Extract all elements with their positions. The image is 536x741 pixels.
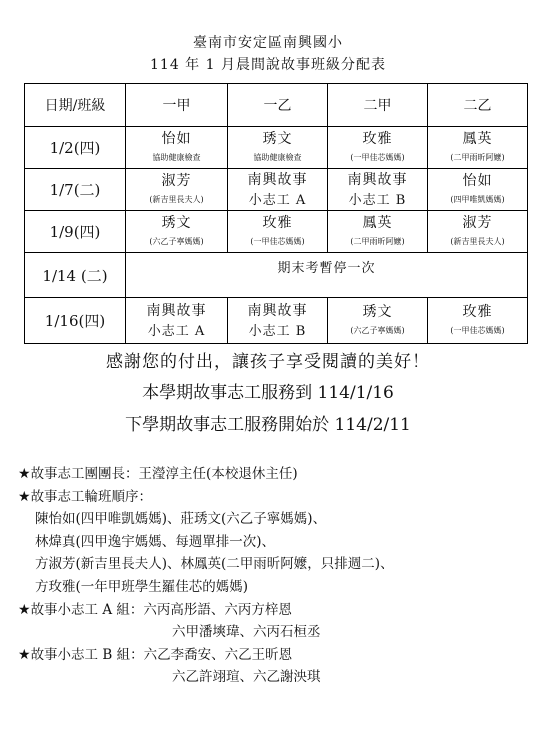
volunteer-note: (二甲雨昕阿嬤) bbox=[350, 237, 405, 246]
header-date-class: 日期/班級 bbox=[25, 84, 126, 127]
volunteer-group: 小志工 A bbox=[147, 323, 206, 339]
volunteer-name: 南興故事 bbox=[347, 171, 408, 188]
volunteer-name: 怡如 bbox=[161, 131, 192, 147]
leader-line bbox=[18, 463, 528, 486]
volunteer-name: 玫雅 bbox=[262, 215, 293, 231]
volunteer-note: (六乙子寧媽媽) bbox=[350, 326, 405, 335]
schedule-cell bbox=[328, 211, 428, 253]
volunteer-note: (四甲唯凱媽媽) bbox=[450, 195, 505, 204]
volunteer-name: 鳳英 bbox=[362, 215, 393, 231]
schedule-cell bbox=[428, 169, 528, 211]
thanks-message: 感謝您的付出，讓孩子享受閱讀的美好！ bbox=[106, 352, 430, 372]
row-date: 1/14 (二) bbox=[25, 253, 126, 298]
group-a-label: 故事小志工 A 組： bbox=[30, 601, 144, 618]
star-icon: ★ bbox=[18, 646, 31, 663]
volunteer-note: (一甲佳芯媽媽) bbox=[450, 326, 505, 335]
table-row bbox=[25, 127, 528, 169]
table-row bbox=[25, 298, 528, 344]
schedule-subtitle: 114 年 1 月晨間說故事班級分配表 bbox=[150, 57, 386, 73]
table-row bbox=[25, 169, 528, 211]
volunteer-name: 鳳英 bbox=[462, 131, 493, 147]
schedule-cell bbox=[228, 127, 328, 169]
schedule-cell bbox=[428, 127, 528, 169]
order-title: 故事志工輪班順序： bbox=[30, 488, 153, 505]
volunteer-note: 協助健康檢查 bbox=[253, 153, 302, 162]
table-row bbox=[25, 211, 528, 253]
schedule-cell bbox=[328, 298, 428, 344]
volunteer-note: (新吉里長夫人) bbox=[149, 195, 204, 204]
volunteer-name: 南興故事 bbox=[146, 302, 207, 319]
row-date: 1/7(二) bbox=[25, 169, 126, 211]
volunteer-note: (一甲佳芯媽媽) bbox=[250, 237, 305, 246]
volunteer-note: (六乙子寧媽媽) bbox=[149, 237, 204, 246]
volunteer-name: 玫雅 bbox=[362, 131, 393, 147]
schedule-cell bbox=[126, 127, 228, 169]
order-title-line bbox=[18, 486, 528, 509]
volunteer-group: 小志工 B bbox=[348, 192, 407, 208]
order-line: 方玫雅(一年甲班學生羅佳芯的媽媽) bbox=[35, 578, 249, 595]
order-line: 方淑芳(新吉里長夫人)、林鳳英(二甲雨昕阿嬤，只排週二)、 bbox=[35, 556, 394, 573]
volunteer-group: 小志工 A bbox=[248, 192, 307, 208]
star-icon: ★ bbox=[18, 466, 31, 482]
row-date: 1/9(四) bbox=[25, 211, 126, 253]
group-b-members: 六乙許翊瑄、六乙謝泱琪 bbox=[172, 669, 321, 686]
volunteer-name: 琇文 bbox=[262, 131, 293, 147]
volunteer-name: 淑芳 bbox=[161, 173, 192, 189]
schedule-cell bbox=[328, 127, 428, 169]
group-a-members: 六丙高彤語、六丙方梓恩 bbox=[143, 601, 292, 618]
schedule-cell bbox=[428, 211, 528, 253]
semester-end-notice: 本學期故事志工服務到 114/1/16 bbox=[142, 383, 394, 403]
header-class-1a: 一甲 bbox=[126, 84, 228, 127]
group-b-line bbox=[18, 644, 528, 667]
header-class-2a: 二甲 bbox=[328, 84, 428, 127]
table-row bbox=[25, 253, 528, 298]
star-icon: ★ bbox=[18, 601, 31, 618]
group-b-members: 六乙李喬安、六乙王昕恩 bbox=[143, 646, 293, 663]
volunteer-name: 南興故事 bbox=[247, 171, 308, 188]
volunteer-group: 小志工 B bbox=[248, 323, 307, 339]
school-title: 臺南市安定區南興國小 bbox=[193, 35, 343, 51]
order-line: 林煒真(四甲逸宇媽媽、每週單排一次)、 bbox=[35, 533, 276, 550]
order-line: 陳怡如(四甲唯凱媽媽)、莊琇文(六乙子寧媽媽)、 bbox=[35, 511, 327, 528]
schedule-cell bbox=[228, 211, 328, 253]
schedule-table bbox=[24, 83, 528, 344]
schedule-cell bbox=[126, 169, 228, 211]
schedule-cell bbox=[126, 298, 228, 344]
schedule-cell bbox=[328, 169, 428, 211]
volunteer-name: 南興故事 bbox=[247, 302, 308, 319]
volunteer-note: (二甲雨昕阿嬤) bbox=[450, 153, 505, 162]
row-date: 1/16(四) bbox=[25, 298, 126, 344]
table-header-row bbox=[25, 84, 528, 127]
volunteer-name: 玫雅 bbox=[462, 304, 493, 320]
volunteer-note: 協助健康檢查 bbox=[152, 153, 201, 162]
row-date: 1/2(四) bbox=[25, 127, 126, 169]
header-class-2b: 二乙 bbox=[428, 84, 528, 127]
notes-section bbox=[18, 463, 528, 689]
volunteer-name: 怡如 bbox=[462, 173, 493, 189]
suspended-note: 期末考暫停一次 bbox=[277, 261, 376, 276]
schedule-cell bbox=[228, 298, 328, 344]
volunteer-name: 淑芳 bbox=[462, 215, 493, 231]
leader-text: 故事志工團團長：王瀅淳主任(本校退休主任) bbox=[30, 466, 298, 482]
schedule-cell bbox=[228, 169, 328, 211]
semester-start-notice: 下學期故事志工服務開始於 114/2/11 bbox=[125, 415, 411, 435]
group-a-line bbox=[18, 599, 528, 622]
schedule-cell bbox=[428, 298, 528, 344]
group-b-label: 故事小志工 B 組： bbox=[30, 646, 144, 663]
suspended-cell bbox=[126, 253, 528, 298]
star-icon: ★ bbox=[18, 488, 31, 505]
volunteer-name: 琇文 bbox=[161, 215, 192, 231]
group-a-members: 六甲潘塽瑋、六丙石桓丞 bbox=[172, 624, 321, 641]
schedule-cell bbox=[126, 211, 228, 253]
volunteer-note: (一甲佳芯媽媽) bbox=[350, 153, 405, 162]
volunteer-note: (新吉里長夫人) bbox=[450, 237, 505, 246]
volunteer-name: 琇文 bbox=[362, 304, 393, 320]
header-class-1b: 一乙 bbox=[228, 84, 328, 127]
